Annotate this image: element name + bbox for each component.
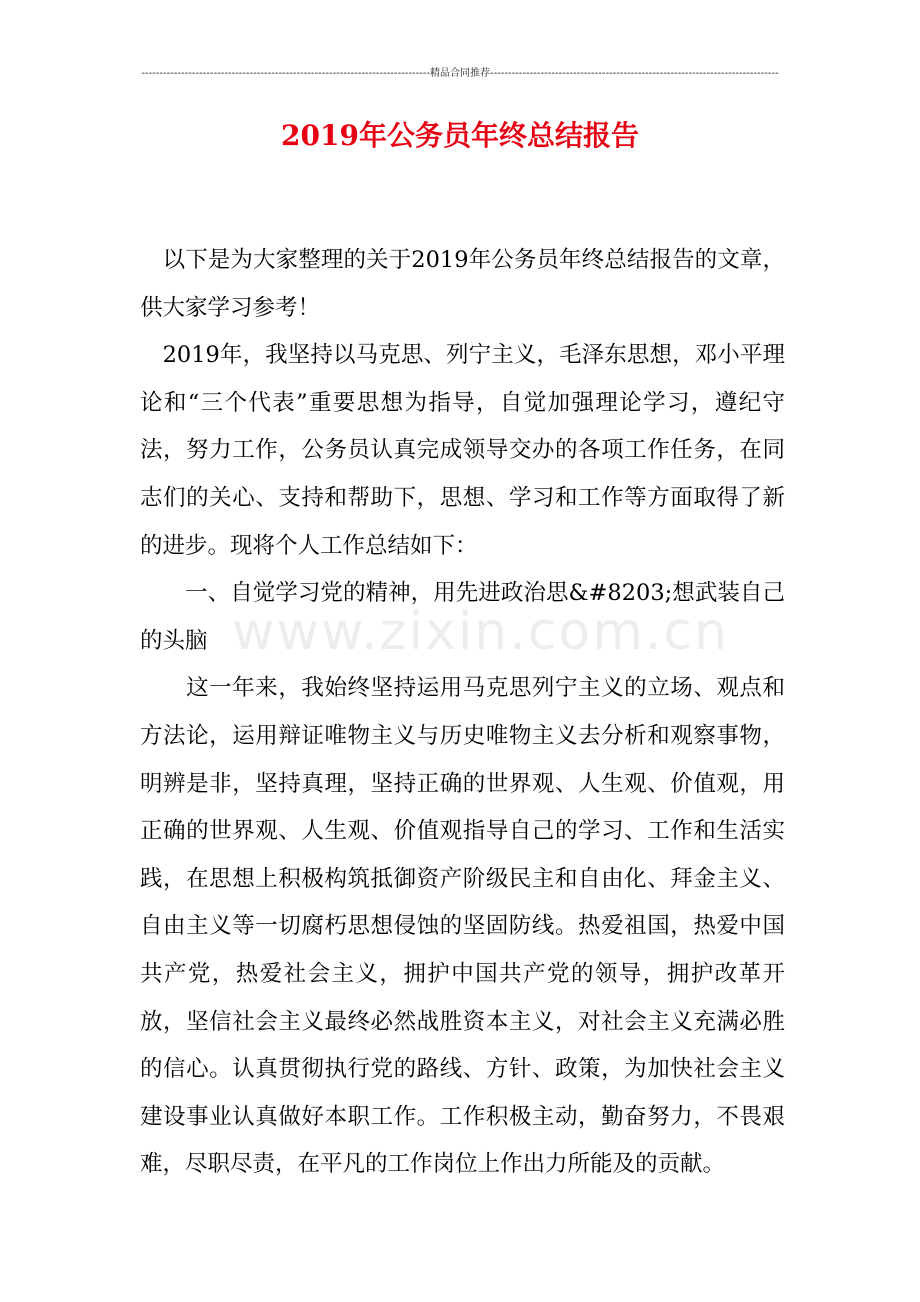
watermark: www.zixin.com.cn [232,602,729,662]
document-title: 2019年公务员年终总结报告 [281,119,639,152]
intro-paragraph: 以下是为大家整理的关于2019年公务员年终总结报告的文章，供大家学习参考！ [140,247,785,321]
section-paragraph: 这一年来，我始终坚持运用马克思列宁主义的立场、观点和方法论，运用辩证唯物主义与历史唯物主义去分析和观察事物，明辨是非，坚持真理，坚持正确的世界观、人生观、价值观，用正确的世界观、人生观、价值观指导自己的学习、工作和生活实践，在思想上积极构筑抵御资产阶级民主和自由化、拜金主义、自由主义等一切腐朽思想侵蚀的坚固防线。热爱祖国，热爱中国共产党，热爱社会主义，拥护中国共产党的领导，拥护改革开放，坚信社会主义最终必然战胜资本主义，对社会主义充满必胜的信心。认真贯彻执行党的路线、方针、政策，为加快社会主义建设事业认真做好本职工作。工作积极主动，勤奋努力，不畏艰难，尽职尽责，在平凡的工作岗位上作出力所能及的贡献。 [140,675,785,1178]
header-banner: --------------------------------------------------------------------------------精品合同推荐-------------------------------------------------------------------------------- [141,68,779,79]
section-heading: 一、自觉学习党的精神，用先进政治思&#8203;想武装自己的头脑 [140,580,785,654]
document-body [140,237,785,1189]
overview-paragraph: 2019年，我坚持以马克思、列宁主义，毛泽东思想，邓小平理论和“三个代表”重要思想为指导，自觉加强理论学习，遵纪守法，努力工作，公务员认真完成领导交办的各项工作任务，在同志们的关心、支持和帮助下，思想、学习和工作等方面取得了新的进步。现将个人工作总结如下： [140,342,785,559]
